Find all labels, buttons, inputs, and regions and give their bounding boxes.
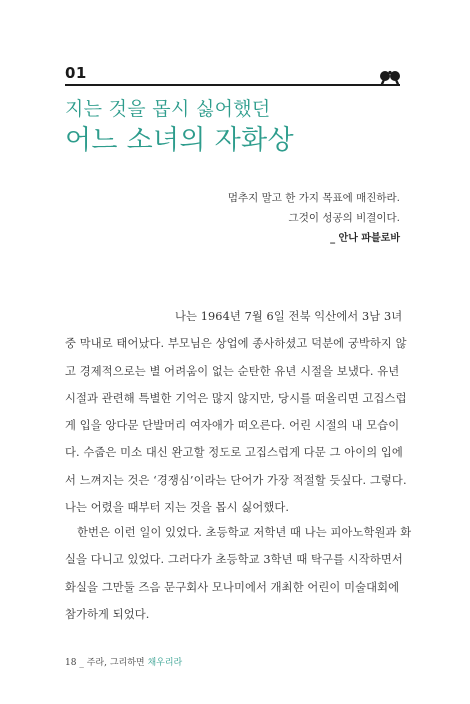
epigraph-line: 그것이 성공의 비결이다. xyxy=(288,212,400,224)
text-line: 참가하게 되었다. xyxy=(65,607,150,621)
text-line: 서 느껴지는 것은 ‘경쟁심’이라는 단어가 가장 적절할 듯싶다. 그렇다. xyxy=(65,473,407,487)
epigraph xyxy=(228,188,400,228)
book-title-part-1: 주라, 그리하면 xyxy=(86,658,145,668)
chapter-number: 01 xyxy=(65,64,87,82)
text-line: 게 입을 앙다문 단발머리 여자애가 떠오른다. 어린 시절의 내 모습이 xyxy=(65,419,400,433)
chapter-title-line-2: 어느 소녀의 자화상 xyxy=(65,125,294,156)
text-line: 나는 1964년 7월 6일 전북 익산에서 3남 3녀 xyxy=(175,310,403,323)
body-paragraph-2 xyxy=(65,519,412,628)
page-number: 18 _ xyxy=(65,658,84,668)
chapter-rule xyxy=(65,84,400,86)
text-line: 한번은 이런 일이 있었다. 초등학교 저학년 때 나는 피아노학원과 화 xyxy=(77,526,412,539)
body-paragraph-1 xyxy=(65,303,405,521)
text-line: 다. 수줍은 미소 대신 완고할 정도로 고집스럽게 다문 그 아이의 입에 xyxy=(65,446,403,460)
epigraph-line: 멈추지 말고 한 가지 목표에 매진하라. xyxy=(227,192,400,204)
text-line: 중 막내로 태어났다. 부모님은 상업에 종사하셨고 덕분에 궁박하지 않 xyxy=(65,337,407,351)
text-line: 나는 어렸을 때부터 지는 것을 몹시 싫어했다. xyxy=(65,501,290,515)
chapter-title-line-1: 지는 것을 몹시 싫어했던 xyxy=(65,98,271,120)
text-line: 실을 다니고 있었다. 그러다가 초등학교 3학년 때 탁구를 시작하면서 xyxy=(65,553,403,567)
text-line: 시절과 관련해 특별한 기억은 많지 않지만, 당시를 떠올리면 고집스럽 xyxy=(65,391,407,405)
text-line: 화실을 그만둘 즈음 문구회사 모나미에서 개최한 어린이 미술대회에 xyxy=(65,580,400,594)
page-footer xyxy=(65,655,182,668)
book-title-part-2: 채우리라 xyxy=(147,658,183,668)
epigraph-author: _ 안나 파블로바 xyxy=(330,233,400,244)
ping-pong-paddles-icon xyxy=(378,70,402,86)
text-line: 고 경제적으로는 별 어려움이 없는 순탄한 유년 시절을 보냈다. 유년 xyxy=(65,364,400,378)
